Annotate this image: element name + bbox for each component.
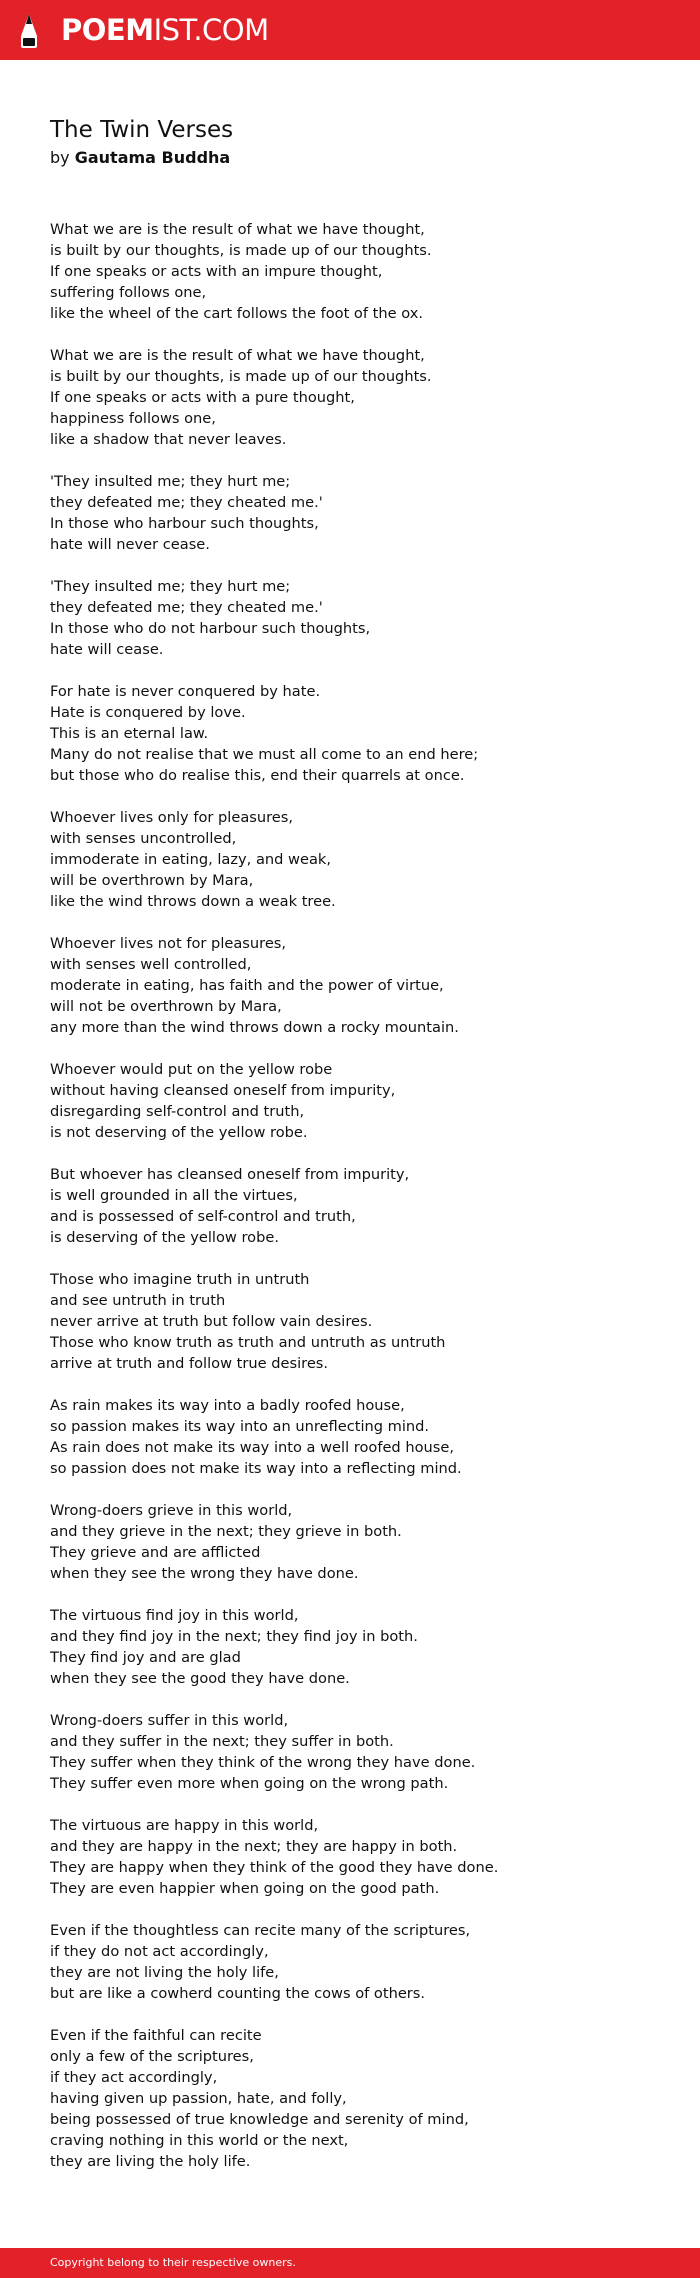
site-header: [0, 0, 700, 60]
poem-line: They are happy when they think of the good they have done.: [50, 1859, 499, 1876]
poem-line: They suffer even more when going on the wrong path.: [50, 1775, 449, 1792]
poem-line: The virtuous are happy in this world,: [50, 1817, 319, 1834]
site-logo[interactable]: [61, 13, 269, 47]
poem-stanza: [50, 1710, 670, 1794]
poem-line: If one speaks or acts with a pure thought,: [50, 389, 355, 406]
poem-line: with senses uncontrolled,: [50, 830, 237, 847]
poem-line: is built by our thoughts, is made up of our thoughts.: [50, 368, 432, 385]
poem-line: Many do not realise that we must all come to an end here;: [50, 746, 479, 763]
poem-stanza: [50, 1164, 670, 1248]
poem-line: but those who do realise this, end their quarrels at once.: [50, 767, 465, 784]
poem-line: with senses well controlled,: [50, 956, 252, 973]
poem-line: having given up passion, hate, and folly,: [50, 2090, 347, 2107]
poem-stanza: [50, 471, 670, 555]
author-name: Gautama Buddha: [74, 148, 231, 167]
poem-line: disregarding self-control and truth,: [50, 1103, 305, 1120]
poem-line: arrive at truth and follow true desires.: [50, 1355, 329, 1372]
poem-line: if they act accordingly,: [50, 2069, 218, 2086]
poem-line: happiness follows one,: [50, 410, 216, 427]
poem-line: and they are happy in the next; they are happy in both.: [50, 1838, 458, 1855]
poem-line: being possessed of true knowledge and serenity of mind,: [50, 2111, 469, 2128]
poem-line: and they suffer in the next; they suffer in both.: [50, 1733, 394, 1750]
copyright-text: Copyright belong to their respective owners.: [50, 2256, 296, 2269]
poem-stanza: [50, 219, 670, 324]
poem-line: never arrive at truth but follow vain desires.: [50, 1313, 373, 1330]
poem-line: In those who harbour such thoughts,: [50, 515, 319, 532]
poem-line: without having cleansed oneself from impurity,: [50, 1082, 396, 1099]
by-label: by: [50, 148, 70, 167]
poem-line: like the wind throws down a weak tree.: [50, 893, 336, 910]
poem-line: like a shadow that never leaves.: [50, 431, 287, 448]
poem-line: Wrong-doers suffer in this world,: [50, 1712, 289, 1729]
poem-line: hate will never cease.: [50, 536, 210, 553]
poem-line: so passion makes its way into an unreflecting mind.: [50, 1418, 430, 1435]
poem-line: they are not living the holy life,: [50, 1964, 279, 1981]
poem-line: so passion does not make its way into a reflecting mind.: [50, 1460, 462, 1477]
poem-line: 'They insulted me; they hurt me;: [50, 578, 291, 595]
poem-line: they are living the holy life.: [50, 2153, 251, 2170]
logo-bold-text: POEM: [61, 13, 154, 47]
poem-line: craving nothing in this world or the next,: [50, 2132, 349, 2149]
poem-stanza: [50, 2025, 670, 2172]
poem-line: they defeated me; they cheated me.': [50, 494, 323, 511]
poem-line: moderate in eating, has faith and the power of virtue,: [50, 977, 444, 994]
poem-stanza: [50, 1395, 670, 1479]
poem-stanza: [50, 807, 670, 912]
poem-line: Whoever would put on the yellow robe: [50, 1061, 333, 1078]
site-footer: [0, 2248, 700, 2278]
poem-line: But whoever has cleansed oneself from impurity,: [50, 1166, 410, 1183]
poem-line: and they grieve in the next; they grieve in both.: [50, 1523, 402, 1540]
poem-line: if they do not act accordingly,: [50, 1943, 269, 1960]
poem-line: They are even happier when going on the good path.: [50, 1880, 440, 1897]
poem-line: The virtuous find joy in this world,: [50, 1607, 299, 1624]
poem-stanza: [50, 1269, 670, 1374]
logo-light-text: IST.COM: [153, 13, 269, 47]
poem-line: they defeated me; they cheated me.': [50, 599, 323, 616]
poem-line: Those who know truth as truth and untruth as untruth: [50, 1334, 446, 1351]
poem-stanza: [50, 345, 670, 450]
byline: [50, 147, 230, 169]
poem-stanza: [50, 933, 670, 1038]
poem-line: Even if the faithful can recite: [50, 2027, 262, 2044]
poem-line: and see untruth in truth: [50, 1292, 226, 1309]
poem-line: Even if the thoughtless can recite many of the scriptures,: [50, 1922, 471, 1939]
poem-line: If one speaks or acts with an impure thought,: [50, 263, 383, 280]
poem-line: suffering follows one,: [50, 284, 207, 301]
poem-line: For hate is never conquered by hate.: [50, 683, 321, 700]
poem-line: is well grounded in all the virtues,: [50, 1187, 298, 1204]
poem-stanza: [50, 1920, 670, 2004]
poem-body: [50, 219, 670, 2193]
poem-line: like the wheel of the cart follows the foot of the ox.: [50, 305, 423, 322]
poem-line: In those who do not harbour such thoughts,: [50, 620, 371, 637]
poem-line: Wrong-doers grieve in this world,: [50, 1502, 293, 1519]
poem-line: and they find joy in the next; they find joy in both.: [50, 1628, 418, 1645]
poem-line: Those who imagine truth in untruth: [50, 1271, 310, 1288]
poem-line: They grieve and are afflicted: [50, 1544, 261, 1561]
poem-line: only a few of the scriptures,: [50, 2048, 254, 2065]
poem-line: any more than the wind throws down a rocky mountain.: [50, 1019, 459, 1036]
poem-line: They suffer when they think of the wrong they have done.: [50, 1754, 476, 1771]
poem-stanza: [50, 1059, 670, 1143]
poem-line: is deserving of the yellow robe.: [50, 1229, 279, 1246]
poem-line: As rain does not make its way into a well roofed house,: [50, 1439, 454, 1456]
poem-title: The Twin Verses: [50, 117, 234, 143]
poem-line: is built by our thoughts, is made up of our thoughts.: [50, 242, 432, 259]
poem-line: when they see the good they have done.: [50, 1670, 350, 1687]
poem-stanza: [50, 681, 670, 786]
poem-line: immoderate in eating, lazy, and weak,: [50, 851, 331, 868]
poem-stanza: [50, 1605, 670, 1689]
poem-line: As rain makes its way into a badly roofed house,: [50, 1397, 405, 1414]
poem-line: 'They insulted me; they hurt me;: [50, 473, 291, 490]
poem-stanza: [50, 576, 670, 660]
pencil-tip-icon[interactable]: [18, 12, 40, 50]
poem-line: What we are is the result of what we have thought,: [50, 221, 425, 238]
poem-line: Hate is conquered by love.: [50, 704, 246, 721]
poem-line: when they see the wrong they have done.: [50, 1565, 359, 1582]
poem-line: This is an eternal law.: [50, 725, 209, 742]
poem-line: is not deserving of the yellow robe.: [50, 1124, 308, 1141]
poem-line: What we are is the result of what we have thought,: [50, 347, 425, 364]
poem-line: Whoever lives not for pleasures,: [50, 935, 287, 952]
poem-stanza: [50, 1815, 670, 1899]
poem-line: They find joy and are glad: [50, 1649, 241, 1666]
poem-line: will not be overthrown by Mara,: [50, 998, 282, 1015]
poem-stanza: [50, 1500, 670, 1584]
poem-line: and is possessed of self-control and truth,: [50, 1208, 356, 1225]
poem-line: Whoever lives only for pleasures,: [50, 809, 294, 826]
poem-line: will be overthrown by Mara,: [50, 872, 254, 889]
poem-line: but are like a cowherd counting the cows of others.: [50, 1985, 426, 2002]
poem-line: hate will cease.: [50, 641, 164, 658]
